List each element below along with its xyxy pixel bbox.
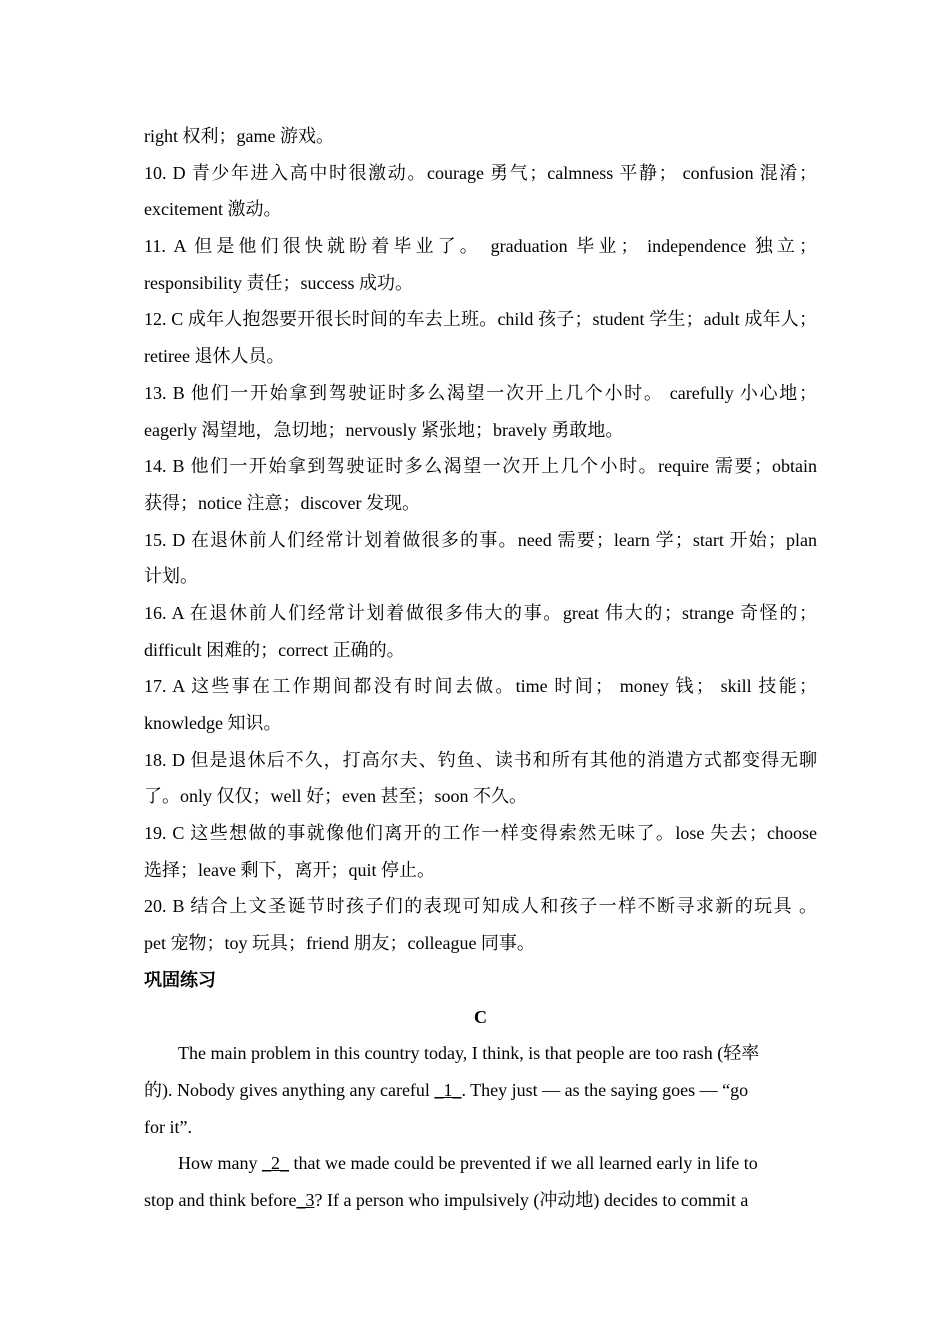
passage-p1-line3: for it”.	[144, 1116, 192, 1137]
passage-p2-line2	[144, 1182, 817, 1219]
answer-12-line1: 12. C 成年人抱怨要开很长时间的车去上班。child 孩子；student 学生；adult 成年人；	[144, 309, 817, 330]
passage-text: stop and think before	[144, 1189, 297, 1210]
answer-19-line2: 选择；leave 剩下，离开；quit 停止。	[144, 859, 435, 880]
passage-text: ? If a person who impulsively (冲动地) decides to commit a	[314, 1189, 749, 1210]
answer-16-line1: 16. A 在退休前人们经常计划着做很多伟大的事。great 伟大的；strange 奇怪的；	[144, 602, 817, 623]
answer-18-line2: 了。only 仅仅；well 好；even 甚至；soon 不久。	[144, 786, 527, 807]
document-content	[144, 118, 817, 1219]
answer-17-line2: knowledge 知识。	[144, 713, 282, 733]
passage-p1-line1: The main problem in this country today, I think, is that people are too rash (轻率	[178, 1043, 760, 1064]
blank-2: _2_	[262, 1153, 289, 1174]
answer-11-line2: responsibility 责任；success 成功。	[144, 272, 413, 293]
answer-13-line2: eagerly 渴望地，急切地；nervously 紧张地；bravely 勇敢地。	[144, 419, 624, 440]
passage-text: that we made could be prevented if we all learned early in life to	[289, 1153, 758, 1174]
answer-11-line1: 11. A 但是他们很快就盼着毕业了。 graduation 毕业； independence 独立；	[144, 236, 817, 257]
answer-12-line2: retiree 退休人员。	[144, 346, 285, 367]
section-title: 巩固练习	[144, 969, 216, 990]
answer-10-line1: 10. D 青少年进入高中时很激动。courage 勇气；calmness 平静； confusion 混淆；	[144, 162, 817, 183]
blank-3: _3	[296, 1189, 315, 1210]
answer-10-line2: excitement 激动。	[144, 199, 282, 220]
passage-p2-line1	[144, 1145, 817, 1182]
answer-17-line1: 17. A 这些事在工作期间都没有时间去做。time 时间； money 钱； skill 技能；	[144, 676, 817, 697]
passage-text: How many	[178, 1153, 262, 1174]
blank-1: _1_	[434, 1079, 462, 1100]
passage-p1-line2	[144, 1072, 817, 1109]
answer-19-line1: 19. C 这些想做的事就像他们离开的工作一样变得索然无味了。lose 失去；choose	[144, 823, 817, 844]
answer-20-line2: pet 宠物；toy 玩具；friend 朋友；colleague 同事。	[144, 933, 535, 954]
answer-9-continued: right 权利；game 游戏。	[144, 126, 334, 146]
answer-18-line1: 18. D 但是退休后不久，打高尔夫、钓鱼、读书和所有其他的消遣方式都变得无聊	[144, 749, 817, 770]
answer-16-line2: difficult 困难的；correct 正确的。	[144, 639, 405, 660]
answer-13-line1: 13. B 他们一开始拿到驾驶证时多么渴望一次开上几个小时。 carefully 小心地；	[144, 382, 817, 403]
passage-label: C	[474, 1006, 487, 1027]
answer-15-line2: 计划。	[144, 566, 198, 587]
answer-20-line1: 20. B 结合上文圣诞节时孩子们的表现可知成人和孩子一样不断寻求新的玩具 。	[144, 896, 817, 917]
answer-15-line1: 15. D 在退休前人们经常计划着做很多的事。need 需要；learn 学；start 开始；plan	[144, 529, 817, 550]
answer-14-line1: 14. B 他们一开始拿到驾驶证时多么渴望一次开上几个小时。require 需要；obtain	[144, 456, 817, 477]
answer-14-line2: 获得；notice 注意；discover 发现。	[144, 492, 420, 513]
passage-text: 的). Nobody gives anything any careful	[144, 1079, 435, 1100]
passage-text: . They just — as the saying goes — “go	[461, 1079, 749, 1100]
